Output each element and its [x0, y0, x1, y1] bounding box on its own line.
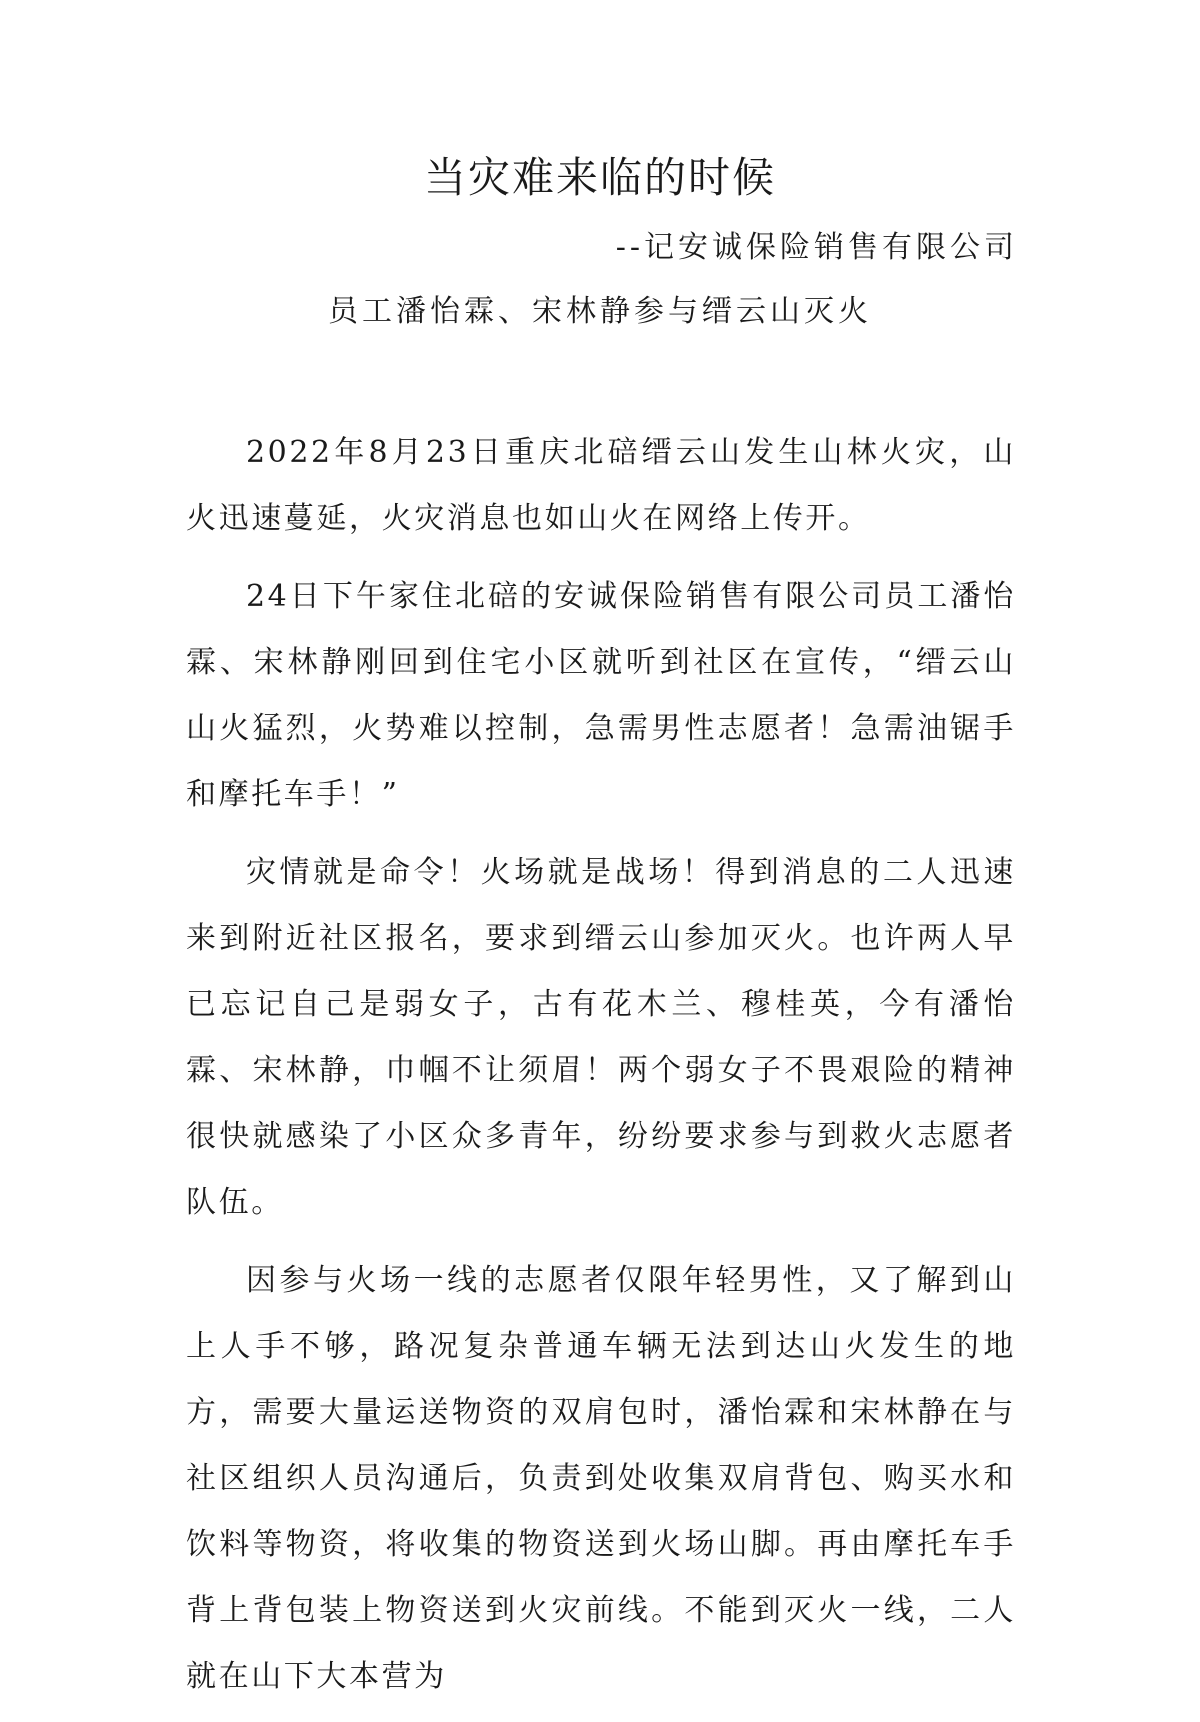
document-body — [186, 420, 1016, 1722]
document-title: 当灾难来临的时候 — [423, 153, 776, 202]
body-paragraph-1: 2022年8月23日重庆北碚缙云山发生山林火灾，山火迅速蔓延，火灾消息也如山火在网络上传开。 — [186, 435, 1016, 536]
body-paragraph-4: 因参与火场一线的志愿者仅限年轻男性，又了解到山上人手不够，路况复杂普通车辆无法到达山火发生的地方，需要大量运送物资的双肩包时，潘怡霖和宋林静在与社区组织人员沟通后，负责到处收集双肩背包、购买水和饮料等物资，将收集的物资送到火场山脚。再由摩托车手背上背包装上物资送到火灾前线。不能到灭火一线，二人就在山下大本营为 — [186, 1263, 1016, 1694]
body-paragraph-2: 24日下午家住北碚的安诚保险销售有限公司员工潘怡霖、宋林静刚回到住宅小区就听到社区在宣传，“缙云山山火猛烈，火势难以控制，急需男性志愿者！急需油锯手和摩托车手！” — [186, 579, 1016, 812]
body-paragraph-3: 灾情就是命令！火场就是战场！得到消息的二人迅速来到附近社区报名，要求到缙云山参加灭火。也许两人早已忘记自己是弱女子，古有花木兰、穆桂英，今有潘怡霖、宋林静，巾帼不让须眉！两个弱女子不畏艰险的精神很快就感染了小区众多青年，纷纷要求参与到救火志愿者队伍。 — [186, 855, 1016, 1220]
document-subtitle-line2: 员工潘怡霖、宋林静参与缙云山灭火 — [328, 294, 872, 329]
document-subtitle-line1: --记安诚保险销售有限公司 — [615, 230, 1018, 265]
